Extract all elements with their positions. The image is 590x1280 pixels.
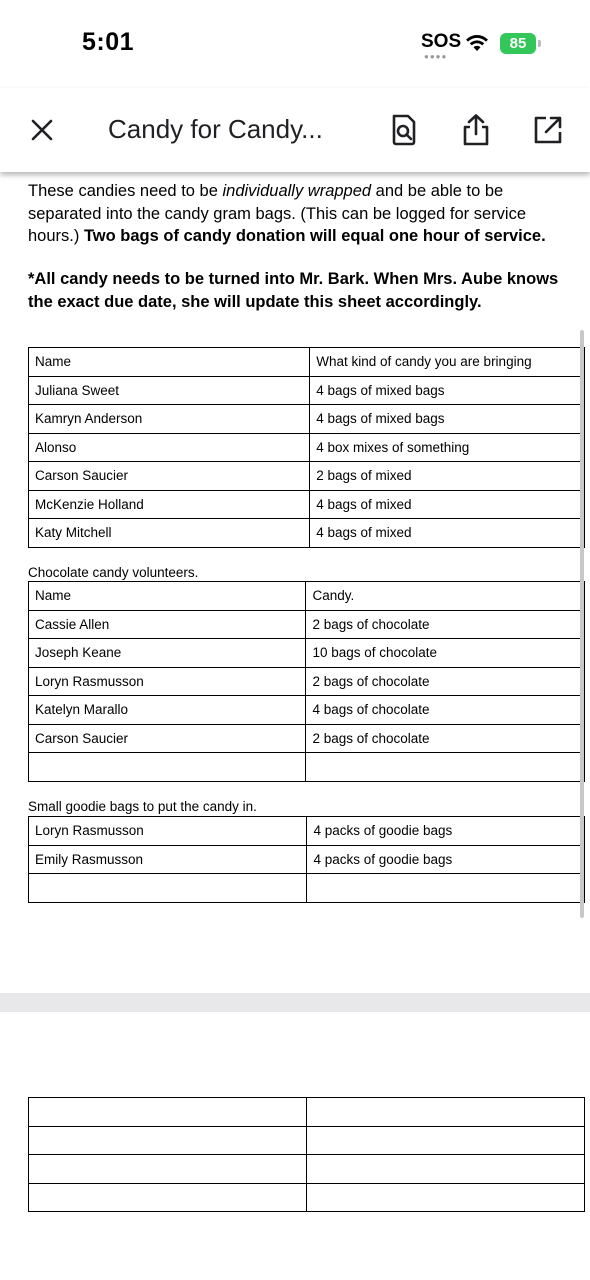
table-row xyxy=(29,874,585,903)
table-row xyxy=(29,610,585,639)
table-row xyxy=(29,405,585,434)
table-row xyxy=(29,1126,585,1155)
viewer-toolbar xyxy=(0,88,590,172)
scrollbar[interactable] xyxy=(580,330,584,918)
table-row xyxy=(29,724,585,753)
battery-tip xyxy=(538,40,541,47)
close-icon[interactable] xyxy=(28,116,56,144)
table-cell: McKenzie Holland xyxy=(29,490,310,519)
table-cell: Katy Mitchell xyxy=(29,519,310,548)
table-cell: 4 box mixes of something xyxy=(310,433,585,462)
find-in-page-icon[interactable] xyxy=(386,112,422,148)
table-row xyxy=(29,1183,585,1212)
table-cell xyxy=(29,1098,307,1127)
table-row xyxy=(29,667,585,696)
table-cell: 4 bags of chocolate xyxy=(306,696,585,725)
chocolate-candy-table xyxy=(28,581,585,782)
intro-text-1: These candies need to be xyxy=(28,182,223,200)
table-cell: Name xyxy=(29,582,306,611)
table-row xyxy=(29,1098,585,1127)
table-cell xyxy=(29,1126,307,1155)
table-row xyxy=(29,817,585,846)
sos-indicator: SOS xyxy=(421,31,462,52)
wifi-icon xyxy=(464,33,490,53)
table-cell: 2 bags of chocolate xyxy=(306,610,585,639)
table-row xyxy=(29,1155,585,1184)
table-cell: Carson Saucier xyxy=(29,724,306,753)
intro-paragraph xyxy=(28,180,568,248)
table-cell: 4 packs of goodie bags xyxy=(307,845,585,874)
table-cell: Loryn Rasmusson xyxy=(29,667,306,696)
table-cell xyxy=(307,874,585,903)
intro-text-2: and be able to be separated into the candy gram bags. (This can be logged for service hours.) xyxy=(28,182,527,245)
table-cell: Katelyn Marallo xyxy=(29,696,306,725)
table-cell: 4 bags of mixed bags xyxy=(310,376,585,405)
mixed-candy-table xyxy=(28,347,585,548)
table-row xyxy=(29,639,585,668)
table-row xyxy=(29,519,585,548)
table-cell: Alonso xyxy=(29,433,310,462)
intro-bold-text: Two bags of candy donation will equal one hour of service. xyxy=(83,227,546,245)
table-cell: 4 packs of goodie bags xyxy=(307,817,585,846)
intro-italic-text: individually wrapped xyxy=(222,182,372,200)
table-cell: 2 bags of chocolate xyxy=(306,724,585,753)
table-row xyxy=(29,462,585,491)
table-cell: Cassie Allen xyxy=(29,610,306,639)
table-cell: 10 bags of chocolate xyxy=(306,639,585,668)
table-cell xyxy=(307,1098,585,1127)
status-bar xyxy=(0,0,590,88)
page-separator xyxy=(0,993,590,1012)
table-cell xyxy=(306,753,585,782)
table-cell: Juliana Sweet xyxy=(29,376,310,405)
table-header-row xyxy=(29,348,585,377)
table-cell: 4 bags of mixed xyxy=(310,490,585,519)
table-cell xyxy=(29,1155,307,1184)
table-header-row xyxy=(29,582,585,611)
table-cell xyxy=(307,1155,585,1184)
table-row xyxy=(29,845,585,874)
table-row xyxy=(29,433,585,462)
table-cell: Candy. xyxy=(306,582,585,611)
table-row xyxy=(29,696,585,725)
table-cell xyxy=(29,753,306,782)
table-cell xyxy=(29,874,307,903)
table-cell xyxy=(307,1126,585,1155)
table-cell: 4 bags of mixed xyxy=(310,519,585,548)
open-external-icon[interactable] xyxy=(530,112,566,148)
table-row xyxy=(29,490,585,519)
table-cell xyxy=(29,1183,307,1212)
document-title: Candy for Candy... xyxy=(108,114,323,144)
table-cell: Name xyxy=(29,348,310,377)
chocolate-caption: Chocolate candy volunteers. xyxy=(28,565,199,580)
table-row xyxy=(29,376,585,405)
table-cell: Loryn Rasmusson xyxy=(29,817,307,846)
status-time: 5:01 xyxy=(82,28,135,56)
goodie-bags-caption: Small goodie bags to put the candy in. xyxy=(28,799,257,814)
signal-dots-icon: ●●●● xyxy=(424,52,448,61)
table-cell xyxy=(307,1183,585,1212)
table-cell: 2 bags of chocolate xyxy=(306,667,585,696)
table-cell: Joseph Keane xyxy=(29,639,306,668)
due-date-note: *All candy needs to be turned into Mr. Bark. When Mrs. Aube knows the exact due date, she will update this sheet accordingly. xyxy=(28,270,559,311)
table-cell: 4 bags of mixed bags xyxy=(310,405,585,434)
table-cell: Kamryn Anderson xyxy=(29,405,310,434)
goodie-bags-table xyxy=(28,816,585,903)
table-cell: What kind of candy you are bringing xyxy=(310,348,585,377)
table-row xyxy=(29,753,585,782)
table-cell: 2 bags of mixed xyxy=(310,462,585,491)
battery-indicator xyxy=(500,33,536,54)
share-icon[interactable] xyxy=(458,112,494,148)
battery-level: 85 xyxy=(509,35,527,52)
empty-table xyxy=(28,1097,585,1212)
table-cell: Carson Saucier xyxy=(29,462,310,491)
table-cell: Emily Rasmusson xyxy=(29,845,307,874)
